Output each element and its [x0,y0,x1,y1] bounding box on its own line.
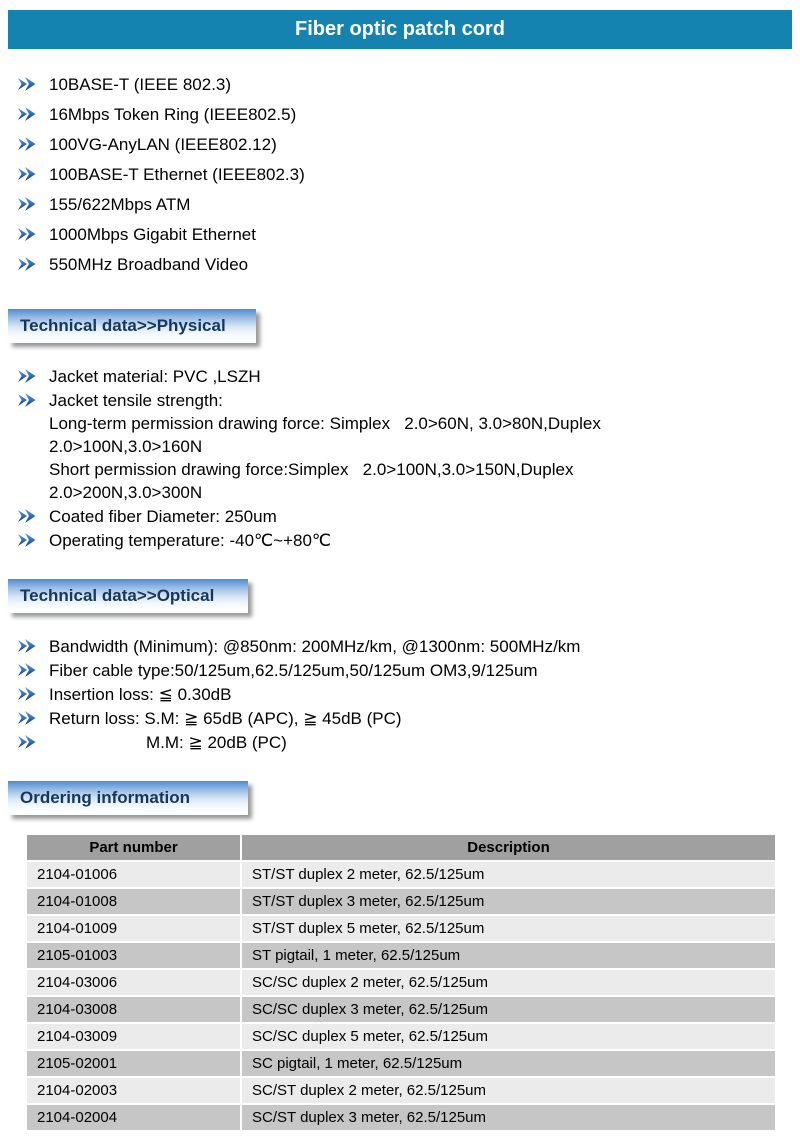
arrow-bullet-icon [18,137,36,151]
feature-text: 1000Mbps Gigabit Ethernet [49,225,256,244]
physical-spec-list [0,365,800,552]
spec-subline: Long-term permission drawing force: Simplex 2.0>60N, 3.0>80N,Duplex [49,414,601,433]
feature-list [0,73,800,276]
spec-item [18,659,800,682]
arrow-bullet-icon [18,227,36,241]
spec-text: Bandwidth (Minimum): @850nm: 200MHz/km, @1300nm: 500MHz/km [49,637,581,656]
table-row [27,997,775,1022]
part-number-cell: 2104-01009 [27,916,240,941]
table-row [27,1105,775,1130]
table-row [27,1078,775,1103]
arrow-bullet-icon [18,687,36,701]
arrow-bullet-icon [18,639,36,653]
table-row [27,1024,775,1049]
part-number-cell: 2104-01008 [27,889,240,914]
feature-item [18,133,800,156]
part-number-cell: 2104-03006 [27,970,240,995]
arrow-bullet-icon [18,509,36,523]
table-header-row [27,835,775,860]
arrow-bullet-icon [18,369,36,383]
optical-spec-list [0,635,800,754]
description-cell: SC/SC duplex 5 meter, 62.5/125um [242,1024,775,1049]
part-number-cell: 2105-01003 [27,943,240,968]
part-number-cell: 2105-02001 [27,1051,240,1076]
spec-text: Operating temperature: -40℃~+80℃ [49,531,332,550]
table-row [27,1051,775,1076]
description-cell: SC/ST duplex 2 meter, 62.5/125um [242,1078,775,1103]
col-header-description: Description [242,835,775,860]
description-cell: SC/ST duplex 3 meter, 62.5/125um [242,1105,775,1130]
feature-text: 100VG-AnyLAN (IEEE802.12) [49,135,277,154]
arrow-bullet-icon [18,77,36,91]
spec-text: Return loss: S.M: ≧ 65dB (APC), ≧ 45dB (PC) [49,709,402,728]
spec-text: Jacket tensile strength: [49,391,223,410]
spec-subline: Short permission drawing force:Simplex 2.0>100N,3.0>150N,Duplex [49,460,574,479]
description-cell: SC/SC duplex 3 meter, 62.5/125um [242,997,775,1022]
feature-item [18,163,800,186]
arrow-bullet-icon [18,257,36,271]
spec-text: Insertion loss: ≦ 0.30dB [49,685,232,704]
section-banner-ordering [8,781,248,815]
feature-item [18,73,800,96]
arrow-bullet-icon [18,197,36,211]
spec-item [18,365,800,388]
feature-text: 16Mbps Token Ring (IEEE802.5) [49,105,297,124]
spec-item [18,529,800,552]
section-title-physical: Technical data>>Physical [20,316,226,335]
spec-item [18,707,800,730]
table-row [27,916,775,941]
section-title-optical: Technical data>>Optical [20,586,215,605]
description-cell: ST/ST duplex 3 meter, 62.5/125um [242,889,775,914]
description-cell: SC pigtail, 1 meter, 62.5/125um [242,1051,775,1076]
table-row [27,970,775,995]
feature-item [18,103,800,126]
description-cell: SC/SC duplex 2 meter, 62.5/125um [242,970,775,995]
feature-text: 155/622Mbps ATM [49,195,191,214]
page-title: Fiber optic patch cord [294,18,506,40]
spec-item [18,505,800,528]
part-number-cell: 2104-03008 [27,997,240,1022]
part-number-cell: 2104-02003 [27,1078,240,1103]
feature-item [18,193,800,216]
arrow-bullet-icon [18,393,36,407]
arrow-bullet-icon [18,533,36,547]
table-row [27,862,775,887]
table-row [27,889,775,914]
spec-subline: 2.0>200N,3.0>300N [49,483,203,502]
feature-item [18,253,800,276]
feature-text: 10BASE-T (IEEE 802.3) [49,75,232,94]
spec-text: Coated fiber Diameter: 250um [49,507,277,526]
arrow-bullet-icon [18,107,36,121]
section-title-ordering: Ordering information [20,788,190,807]
col-header-part-number: Part number [27,835,240,860]
arrow-bullet-icon [18,711,36,725]
part-number-cell: 2104-02004 [27,1105,240,1130]
feature-text: 550MHz Broadband Video [49,255,249,274]
part-number-cell: 2104-03009 [27,1024,240,1049]
arrow-bullet-icon [18,663,36,677]
section-banner-physical [8,309,256,343]
part-number-cell: 2104-01006 [27,862,240,887]
arrow-bullet-icon [18,167,36,181]
spec-item [18,731,800,754]
page-title-banner [8,10,792,49]
spec-text: M.M: ≧ 20dB (PC) [146,733,287,752]
ordering-table [25,833,777,1132]
arrow-bullet-icon [18,735,36,749]
spec-item [18,635,800,658]
spec-item [18,683,800,706]
description-cell: ST/ST duplex 2 meter, 62.5/125um [242,862,775,887]
section-banner-optical [8,579,248,613]
description-cell: ST/ST duplex 5 meter, 62.5/125um [242,916,775,941]
spec-text: Fiber cable type:50/125um,62.5/125um,50/125um OM3,9/125um [49,661,538,680]
spec-multiline [49,389,601,504]
spec-item [18,389,800,504]
feature-item [18,223,800,246]
table-row [27,943,775,968]
spec-subline: 2.0>100N,3.0>160N [49,437,203,456]
spec-text: Jacket material: PVC ,LSZH [49,367,261,386]
feature-text: 100BASE-T Ethernet (IEEE802.3) [49,165,305,184]
description-cell: ST pigtail, 1 meter, 62.5/125um [242,943,775,968]
